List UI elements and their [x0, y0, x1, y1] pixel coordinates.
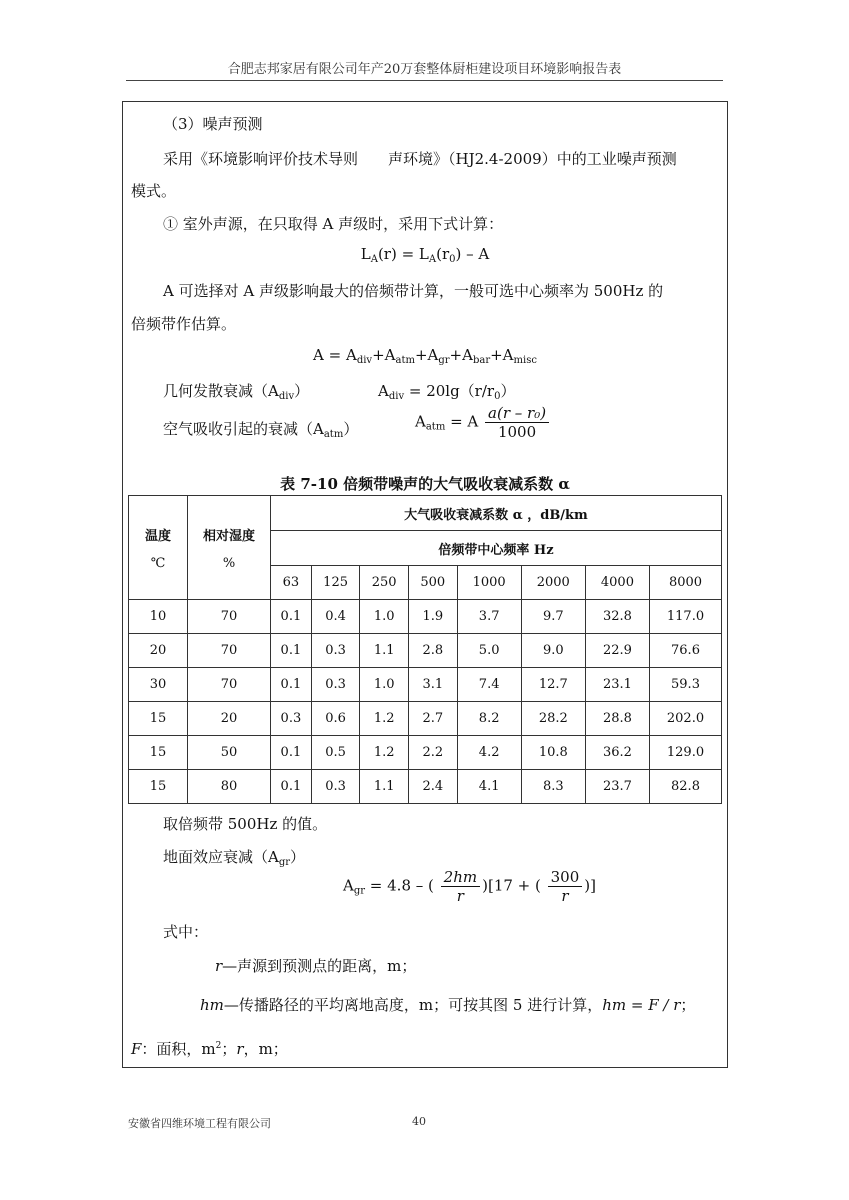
- table-cell: 2.4: [408, 770, 457, 804]
- table-caption: 表 7-10 倍频带噪声的大气吸收衰减系数 α: [280, 475, 570, 493]
- freq-header-cell: 4000: [585, 566, 649, 600]
- table-row: [129, 702, 722, 736]
- table-cell: 129.0: [650, 736, 722, 770]
- table-cell: 3.7: [457, 600, 521, 634]
- table-cell: 0.1: [271, 770, 312, 804]
- table-cell: 10.8: [521, 736, 585, 770]
- definition-hm: hm—传播路径的平均离地高度，m；可按其图 5 进行计算，hm = F / r；: [200, 996, 696, 1014]
- paragraph-1-line-1: 采用《环境影响评价技术导则 声环境》（HJ2.4-2009）中的工业噪声预测: [163, 150, 677, 168]
- table-cell: 202.0: [650, 702, 722, 736]
- aatm-fraction: $\frac{\text{a(r – r₀)}}{1000}$: [485, 404, 549, 441]
- table-cell: 50: [188, 736, 271, 770]
- table-cell: 23.7: [585, 770, 649, 804]
- table-cell: 0.1: [271, 668, 312, 702]
- table-cell: 76.6: [650, 634, 722, 668]
- table-cell: 0.3: [271, 702, 312, 736]
- table-cell: 1.1: [360, 770, 409, 804]
- table-cell: 70: [188, 600, 271, 634]
- table-cell: 2.7: [408, 702, 457, 736]
- header-humidity: 相对湿度 %: [188, 496, 271, 600]
- table-cell: 9.0: [521, 634, 585, 668]
- table-cell: 3.1: [408, 668, 457, 702]
- definition-f: F：面积，$m^2$；r，m；: [131, 1040, 288, 1058]
- table-cell: 0.1: [271, 634, 312, 668]
- equation-a-total: $A = A_{div}+A_{atm}+A_{gr}+A_{bar}+A_{misc}$: [313, 346, 537, 366]
- table-cell: 80: [188, 770, 271, 804]
- table-cell: 2.8: [408, 634, 457, 668]
- freq-header-cell: 63: [271, 566, 312, 600]
- table-cell: 28.8: [585, 702, 649, 736]
- table-cell: 0.6: [311, 702, 360, 736]
- header-rule: [126, 80, 723, 81]
- header-frequency: 倍频带中心频率 Hz: [271, 531, 722, 566]
- table-cell: 1.9: [408, 600, 457, 634]
- where-label: 式中：: [163, 923, 209, 941]
- table-cell: 15: [129, 702, 188, 736]
- table-cell: 117.0: [650, 600, 722, 634]
- table-cell: 1.1: [360, 634, 409, 668]
- table-cell: 4.2: [457, 736, 521, 770]
- table-cell: 32.8: [585, 600, 649, 634]
- paragraph-2-line-2: 倍频带作估算。: [131, 315, 237, 333]
- table-cell: 4.1: [457, 770, 521, 804]
- table-cell: 15: [129, 770, 188, 804]
- table-cell: 59.3: [650, 668, 722, 702]
- page-header: 合肥志邦家居有限公司年产20万套整体厨柜建设项目环境影响报告表: [227, 62, 622, 77]
- table-cell: 70: [188, 634, 271, 668]
- freq-header-cell: 2000: [521, 566, 585, 600]
- section-heading: （3）噪声预测: [163, 115, 263, 133]
- item-1: ① 室外声源，在只取得 A 声级时，采用下式计算：: [163, 215, 504, 233]
- table-row: [129, 600, 722, 634]
- take-500hz: 取倍频带 500Hz 的值。: [163, 815, 328, 833]
- header-coefficient: 大气吸收衰减系数 α ，dB/km: [271, 496, 722, 531]
- table-cell: 0.1: [271, 736, 312, 770]
- agr-label: 地面效应衰减$(A_{gr})$: [163, 848, 306, 868]
- table-cell: 8.2: [457, 702, 521, 736]
- table-cell: 23.1: [585, 668, 649, 702]
- paragraph-2-line-1: A 可选择对 A 声级影响最大的倍频带计算，一般可选中心频率为 500Hz 的: [163, 282, 664, 300]
- freq-header-cell: 250: [360, 566, 409, 600]
- table-cell: 0.4: [311, 600, 360, 634]
- freq-header-cell: 125: [311, 566, 360, 600]
- table-row: [129, 770, 722, 804]
- table-cell: 1.0: [360, 600, 409, 634]
- table-cell: 20: [188, 702, 271, 736]
- table-cell: 82.8: [650, 770, 722, 804]
- equation-la: $L_A(r) = L_A(r_0) - A$: [360, 245, 490, 265]
- table-cell: 8.3: [521, 770, 585, 804]
- freq-header-cell: 500: [408, 566, 457, 600]
- table-row: [129, 634, 722, 668]
- table-row: [129, 668, 722, 702]
- freq-header-cell: 8000: [650, 566, 722, 600]
- table-cell: 20: [129, 634, 188, 668]
- table-cell: 0.3: [311, 770, 360, 804]
- table-cell: 15: [129, 736, 188, 770]
- adiv-formula: $A_{div} = 20\lg(r/r_0)$: [378, 382, 516, 402]
- table-cell: 0.3: [311, 634, 360, 668]
- paragraph-1-line-2: 模式。: [131, 182, 177, 200]
- table-cell: 7.4: [457, 668, 521, 702]
- adiv-label: 几何发散衰减$(A_{div})$: [163, 382, 310, 402]
- table-cell: 12.7: [521, 668, 585, 702]
- table-cell: 1.0: [360, 668, 409, 702]
- table-cell: 5.0: [457, 634, 521, 668]
- aatm-label: 空气吸收引起的衰减$(A_{atm})$: [163, 420, 359, 440]
- table-cell: 1.2: [360, 736, 409, 770]
- table-cell: 30: [129, 668, 188, 702]
- freq-header-cell: 1000: [457, 566, 521, 600]
- table-cell: 0.3: [311, 668, 360, 702]
- equation-agr: $A_{gr} = 4.8$ – ( $\frac{2hm}{r}$ )[17 + ( $\frac{300}{r}$ )]: [343, 868, 596, 905]
- absorption-table: [128, 495, 722, 804]
- table-cell: 0.1: [271, 600, 312, 634]
- table-cell: 10: [129, 600, 188, 634]
- aatm-formula: $A_{atm} = A$ $\frac{\text{a(r – r₀)}}{1000}$: [415, 404, 551, 441]
- table-cell: 1.2: [360, 702, 409, 736]
- table-cell: 28.2: [521, 702, 585, 736]
- table-cell: 0.5: [311, 736, 360, 770]
- definition-r: r—声源到预测点的距离，m；: [215, 957, 417, 975]
- footer-page-number: 40: [412, 1115, 426, 1128]
- table-cell: 22.9: [585, 634, 649, 668]
- footer-company: 安徽省四维环境工程有限公司: [128, 1117, 271, 1130]
- table-row: [129, 736, 722, 770]
- table-cell: 70: [188, 668, 271, 702]
- header-temperature: 温度 ℃: [129, 496, 188, 600]
- table-cell: 9.7: [521, 600, 585, 634]
- table-cell: 2.2: [408, 736, 457, 770]
- table-cell: 36.2: [585, 736, 649, 770]
